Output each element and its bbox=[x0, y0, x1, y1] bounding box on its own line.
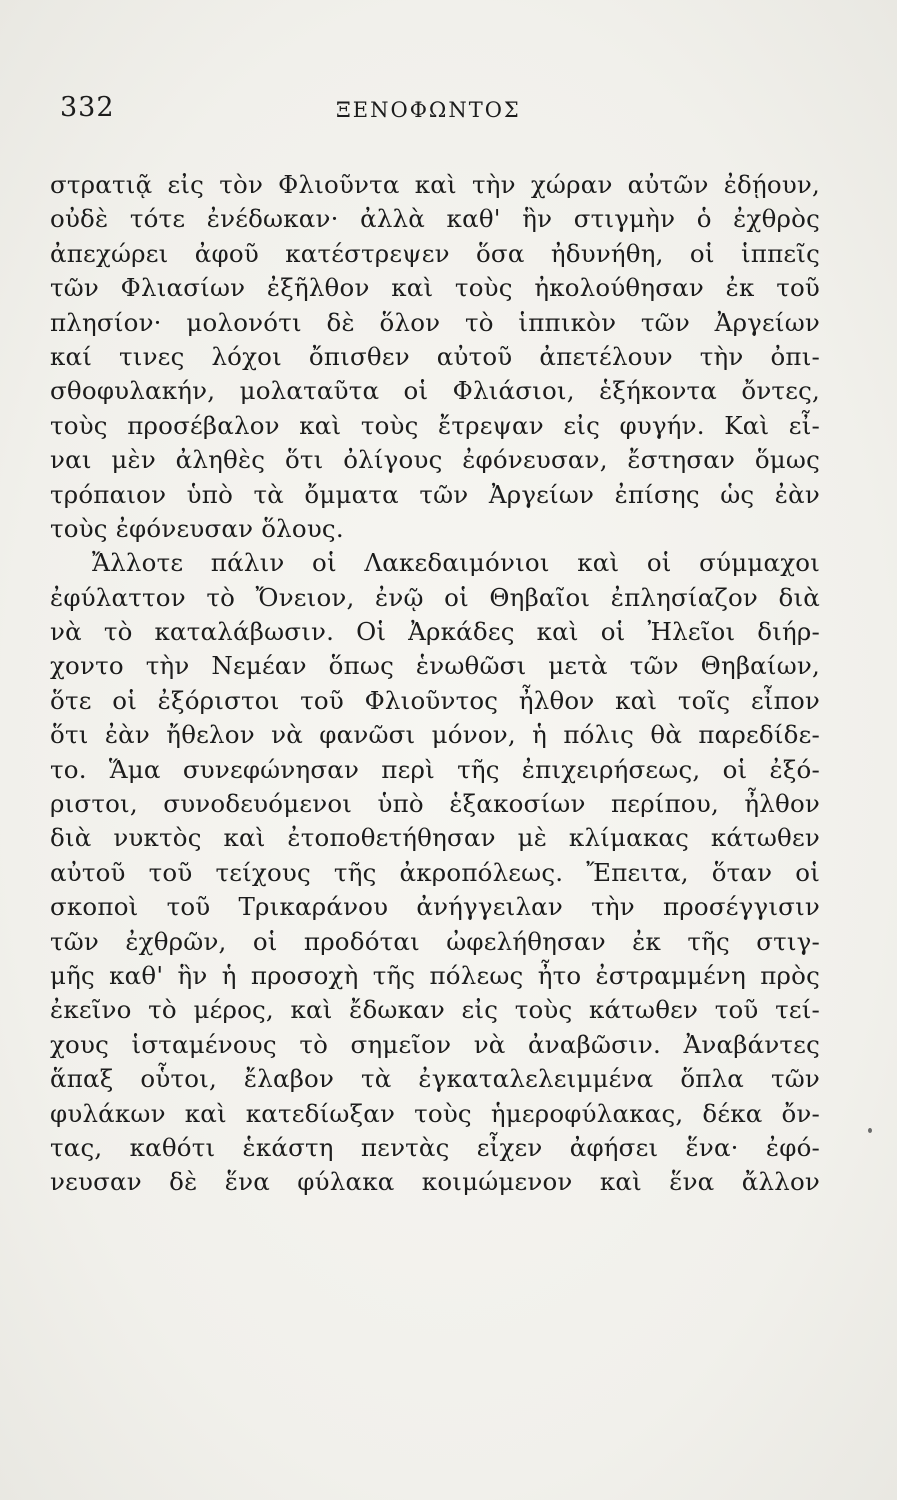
paper-speck bbox=[868, 1128, 872, 1133]
text-line: τας, καθότι ἑκάστη πεντὰς εἶχεν ἀφήσει ἕνα· ἐφό- bbox=[50, 1132, 820, 1162]
text-line: ἀπεχώρει ἀφοῦ κατέστρεψεν ὅσα ἠδυνήθη, οἱ ἱππεῖς bbox=[50, 238, 820, 268]
text-line: στρατιᾷ εἰς τὸν Φλιοῦντα καὶ τὴν χώραν αὐτῶν ἐδῄουν, bbox=[50, 170, 820, 199]
text-line: ἅπαξ οὗτοι, ἔλαβον τὰ ἐγκαταλελειμμένα ὅπλα τῶν bbox=[50, 1064, 820, 1094]
body-text bbox=[50, 168, 820, 1200]
page-number: 332 bbox=[60, 92, 115, 123]
text-line: ἐφύλαττον τὸ Ὄνειον, ἐνῷ οἱ Θηβαῖοι ἐπλησίαζον διὰ bbox=[50, 582, 820, 612]
text-line: διὰ νυκτὸς καὶ ἐτοποθετήθησαν μὲ κλίμακας κάτωθεν bbox=[50, 823, 820, 853]
text-line: νευσαν δὲ ἕνα φύλακα κοιμώμενον καὶ ἕνα ἄλλον bbox=[50, 1167, 820, 1197]
text-line: ναι μὲν ἀληθὲς ὅτι ὀλίγους ἐφόνευσαν, ἔστησαν ὅμως bbox=[50, 445, 820, 475]
text-line: νὰ τὸ καταλάβωσιν. Οἱ Ἀρκάδες καὶ οἱ Ἠλεῖοι διήρ- bbox=[50, 617, 820, 647]
text-line: πλησίον· μολονότι δὲ ὅλον τὸ ἱππικὸν τῶν Ἀργείων bbox=[50, 307, 820, 337]
text-line: μῆς καθ' ἣν ἡ προσοχὴ τῆς πόλεως ἦτο ἐστραμμένη πρὸς bbox=[50, 960, 820, 990]
paragraph-end-line: τοὺς ἐφόνευσαν ὅλους. bbox=[50, 513, 344, 543]
text-line: χοντο τὴν Νεμέαν ὅπως ἑνωθῶσι μετὰ τῶν Θηβαίων, bbox=[50, 651, 820, 681]
running-title: ΞΕΝΟΦΩΝΤΟΣ bbox=[336, 98, 521, 122]
running-head bbox=[60, 92, 830, 132]
text-line: το. Ἅμα συνεφώνησαν περὶ τῆς ἐπιχειρήσεως, οἱ ἐξό- bbox=[50, 754, 820, 784]
text-line: ὅτε οἱ ἐξόριστοι τοῦ Φλιοῦντος ἦλθον καὶ τοῖς εἶπον bbox=[50, 685, 820, 715]
text-line: χους ἱσταμένους τὸ σημεῖον νὰ ἀναβῶσιν. Ἀναβάντες bbox=[50, 1029, 820, 1059]
text-line: τῶν Φλιασίων ἐξῆλθον καὶ τοὺς ἠκολούθησαν ἐκ τοῦ bbox=[50, 273, 820, 303]
text-line: οὐδὲ τότε ἐνέδωκαν· ἀλλὰ καθ' ἣν στιγμὴν ὁ ἐχθρὸς bbox=[50, 204, 820, 234]
text-line: ὅτι ἐὰν ἤθελον νὰ φανῶσι μόνον, ἡ πόλις θὰ παρεδίδε- bbox=[50, 720, 820, 750]
text-line: αὐτοῦ τοῦ τείχους τῆς ἀκροπόλεως. Ἔπειτα, ὅταν οἱ bbox=[50, 857, 820, 887]
text-line: τῶν ἐχθρῶν, οἱ προδόται ὠφελήθησαν ἐκ τῆς στιγ- bbox=[50, 926, 820, 956]
text-line: ριστοι, συνοδευόμενοι ὑπὸ ἑξακοσίων περίπου, ἦλθον bbox=[50, 789, 820, 819]
text-line: ἐκεῖνο τὸ μέρος, καὶ ἔδωκαν εἰς τοὺς κάτωθεν τοῦ τεί- bbox=[50, 995, 820, 1025]
text-line: φυλάκων καὶ κατεδίωξαν τοὺς ἡμεροφύλακας, δέκα ὄν- bbox=[50, 1098, 820, 1128]
text-line: σκοποὶ τοῦ Τρικαράνου ἀνήγγειλαν τὴν προσέγγισιν bbox=[50, 892, 820, 922]
text-line: σθοφυλακήν, μολαταῦτα οἱ Φλιάσιοι, ἑξήκοντα ὄντες, bbox=[50, 376, 820, 406]
text-line: καί τινες λόχοι ὄπισθεν αὐτοῦ ἀπετέλουν τὴν ὀπι- bbox=[50, 341, 820, 371]
text-line: τρόπαιον ὑπὸ τὰ ὄμματα τῶν Ἀργείων ἐπίσης ὡς ἐὰν bbox=[50, 479, 820, 509]
text-line: τοὺς προσέβαλον καὶ τοὺς ἔτρεψαν εἰς φυγήν. Καὶ εἶ- bbox=[50, 410, 820, 440]
paragraph-start-line: Ἄλλοτε πάλιν οἱ Λακεδαιμόνιοι καὶ οἱ σύμμαχοι bbox=[92, 548, 820, 578]
